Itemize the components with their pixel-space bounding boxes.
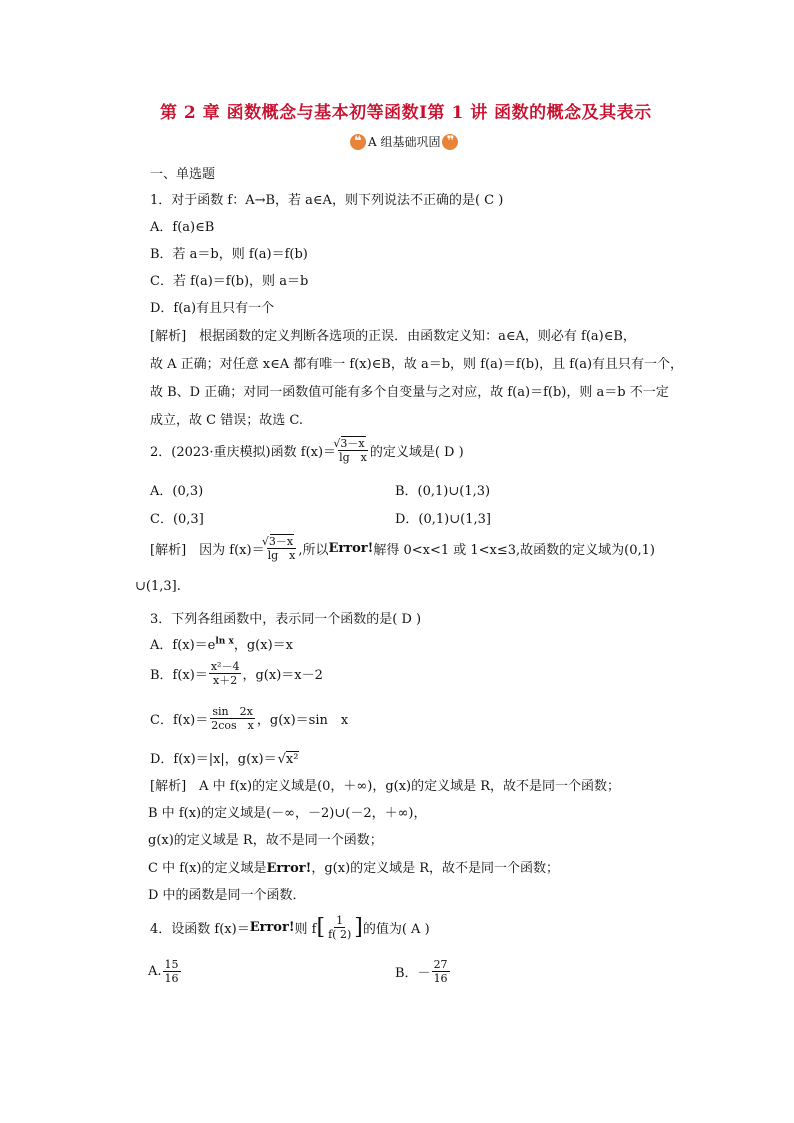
q2-option-a: A．(0,3) (150, 484, 204, 499)
q4-left-bracket: [ (316, 914, 326, 940)
q2-exp-mid: ,所以 (298, 542, 329, 558)
q2-explanation-2: ∪(1,3]. (135, 579, 181, 594)
q3-explanation-1: [解析] A 中 f(x)的定义域是(0，＋∞)，g(x)的定义域是 R，故不是同一个函数； (150, 779, 621, 794)
q3-b-denominator: x＋2 (213, 674, 238, 687)
q3-c-denominator: 2cos x (211, 719, 254, 732)
q2-denominator: lg x (339, 451, 367, 464)
q4-right-bracket: ] (354, 914, 363, 940)
q3-b-numerator: x²－4 (210, 660, 240, 673)
q1-explanation-1: [解析] 根据函数的定义判断各选项的正误．由函数定义知：a∈A，则必有 f(a)∈B， (150, 329, 636, 344)
q4-stem (150, 914, 430, 941)
q1-explanation-4: 成立，故 C 错误；故选 C. (150, 413, 303, 428)
section-badge (350, 133, 458, 150)
q1-explanation-2: 故 A 正确；对任意 x∈A 都有唯一 f(x)∈B，故 a＝b，则 f(a)＝f(b)，且 f(a)有且只有一个， (150, 357, 684, 372)
q3-explanation-3: g(x)的定义域是 R，故不是同一个函数； (148, 833, 383, 848)
q4-inner-fraction (326, 914, 353, 941)
badge-label: A 组基础巩固 (368, 135, 441, 149)
q2-exp-fraction (266, 534, 298, 562)
q3-option-c (150, 705, 348, 732)
q3-b-fraction (209, 660, 242, 687)
q3-a-post: ，g(x)＝x (233, 638, 293, 653)
q4-b-denominator: 16 (433, 972, 448, 985)
q4-option-a (148, 958, 182, 985)
q4-a-denominator: 16 (164, 972, 179, 985)
q3-exp4-pre: C 中 f(x)的定义域是 (148, 861, 267, 876)
q2-explanation-1 (150, 534, 655, 562)
q3-c-fraction (209, 705, 256, 732)
q2-stem (150, 436, 464, 464)
q3-a-sup: ln x (215, 636, 234, 647)
q4-a-numerator: 15 (164, 958, 179, 971)
q3-exp4-error: Error! (266, 861, 312, 876)
q3-stem: 3．下列各组函数中，表示同一个函数的是( D ) (150, 612, 422, 627)
q2-exp-denominator: lg x (267, 549, 296, 562)
page-title: 第 2 章 函数概念与基本初等函数Ⅰ第 1 讲 函数的概念及其表示 (160, 103, 652, 123)
open-quote-icon: ❝ (350, 134, 366, 150)
q4-inner-numerator: 1 (336, 914, 344, 927)
q3-d-pre: D．f(x)＝|x|，g(x)＝ (150, 752, 277, 767)
q2-exp-error: Error! (328, 540, 374, 556)
q2-exp-post: 解得 0<x<1 或 1<x≤3,故函数的定义域为(0,1) (373, 542, 655, 558)
q1-option-b: B．若 a＝b，则 f(a)＝f(b) (150, 247, 308, 262)
q3-d-radical: √ x² (286, 751, 300, 767)
q4-b-pre: B．－ (395, 966, 431, 981)
q2-option-b: B．(0,1)∪(1,3) (395, 484, 491, 499)
q4-mid: 则 f (294, 922, 317, 937)
q1-stem: 1．对于函数 f：A→B，若 a∈A，则下列说法不正确的是( C ) (150, 193, 504, 208)
q1-option-c: C．若 f(a)＝f(b)，则 a＝b (150, 274, 309, 289)
q3-a-pre: A．f(x)＝e (150, 638, 216, 653)
q1-option-d: D．f(a)有且只有一个 (150, 301, 275, 316)
q3-b-pre: B．f(x)＝ (150, 668, 208, 683)
close-quote-icon: ❞ (442, 134, 458, 150)
q3-exp4-post: ，g(x)的定义域是 R，故不是同一个函数； (311, 861, 560, 876)
q2-option-c: C．(0,3] (150, 512, 204, 527)
q4-a-pre: A. (148, 964, 162, 979)
q3-explanation-4 (148, 857, 559, 876)
q2-stem-pre: 2．(2023·重庆模拟)函数 f(x)＝ (150, 444, 337, 460)
q3-option-d (150, 748, 299, 767)
q1-option-a: A．f(a)∈B (150, 220, 215, 235)
q3-option-b (150, 660, 323, 687)
q3-b-post: ，g(x)＝x－2 (242, 668, 323, 683)
q2-fraction (337, 436, 369, 464)
q4-pre: 4．设函数 f(x)＝ (150, 922, 250, 937)
q4-option-b (395, 958, 451, 985)
q1-explanation-3: 故 B、D 正确；对同一函数值可能有多个自变量与之对应，故 f(a)＝f(b)，则 a＝b 不一定 (150, 385, 669, 400)
q3-c-pre: C．f(x)＝ (150, 713, 209, 728)
q3-explanation-2: B 中 f(x)的定义域是(－∞，－2)∪(－2，＋∞)， (148, 806, 427, 821)
q4-post: 的值为( A ) (362, 922, 430, 937)
q3-explanation-5: D 中的函数是同一个函数． (148, 888, 306, 903)
q2-numerator: √ 3－x (341, 436, 365, 450)
q4-a-fraction (163, 958, 181, 985)
q3-c-post: ，g(x)＝sin x (256, 713, 349, 728)
q2-exp-pre: [解析] 因为 f(x)＝ (150, 542, 265, 558)
q2-option-d: D．(0,1)∪(1,3] (395, 512, 491, 527)
q2-stem-post: 的定义域是( D ) (369, 444, 464, 460)
q2-exp-numerator: √ 3－x (270, 534, 294, 548)
section-heading: 一、单选题 (150, 167, 216, 182)
q4-error: Error! (249, 920, 295, 935)
q3-option-a (150, 634, 293, 653)
q4-b-fraction (432, 958, 450, 985)
q4-inner-denominator: f( 2) (328, 928, 352, 941)
q4-b-numerator: 27 (433, 958, 448, 971)
q3-c-numerator: sin 2x (212, 705, 253, 718)
